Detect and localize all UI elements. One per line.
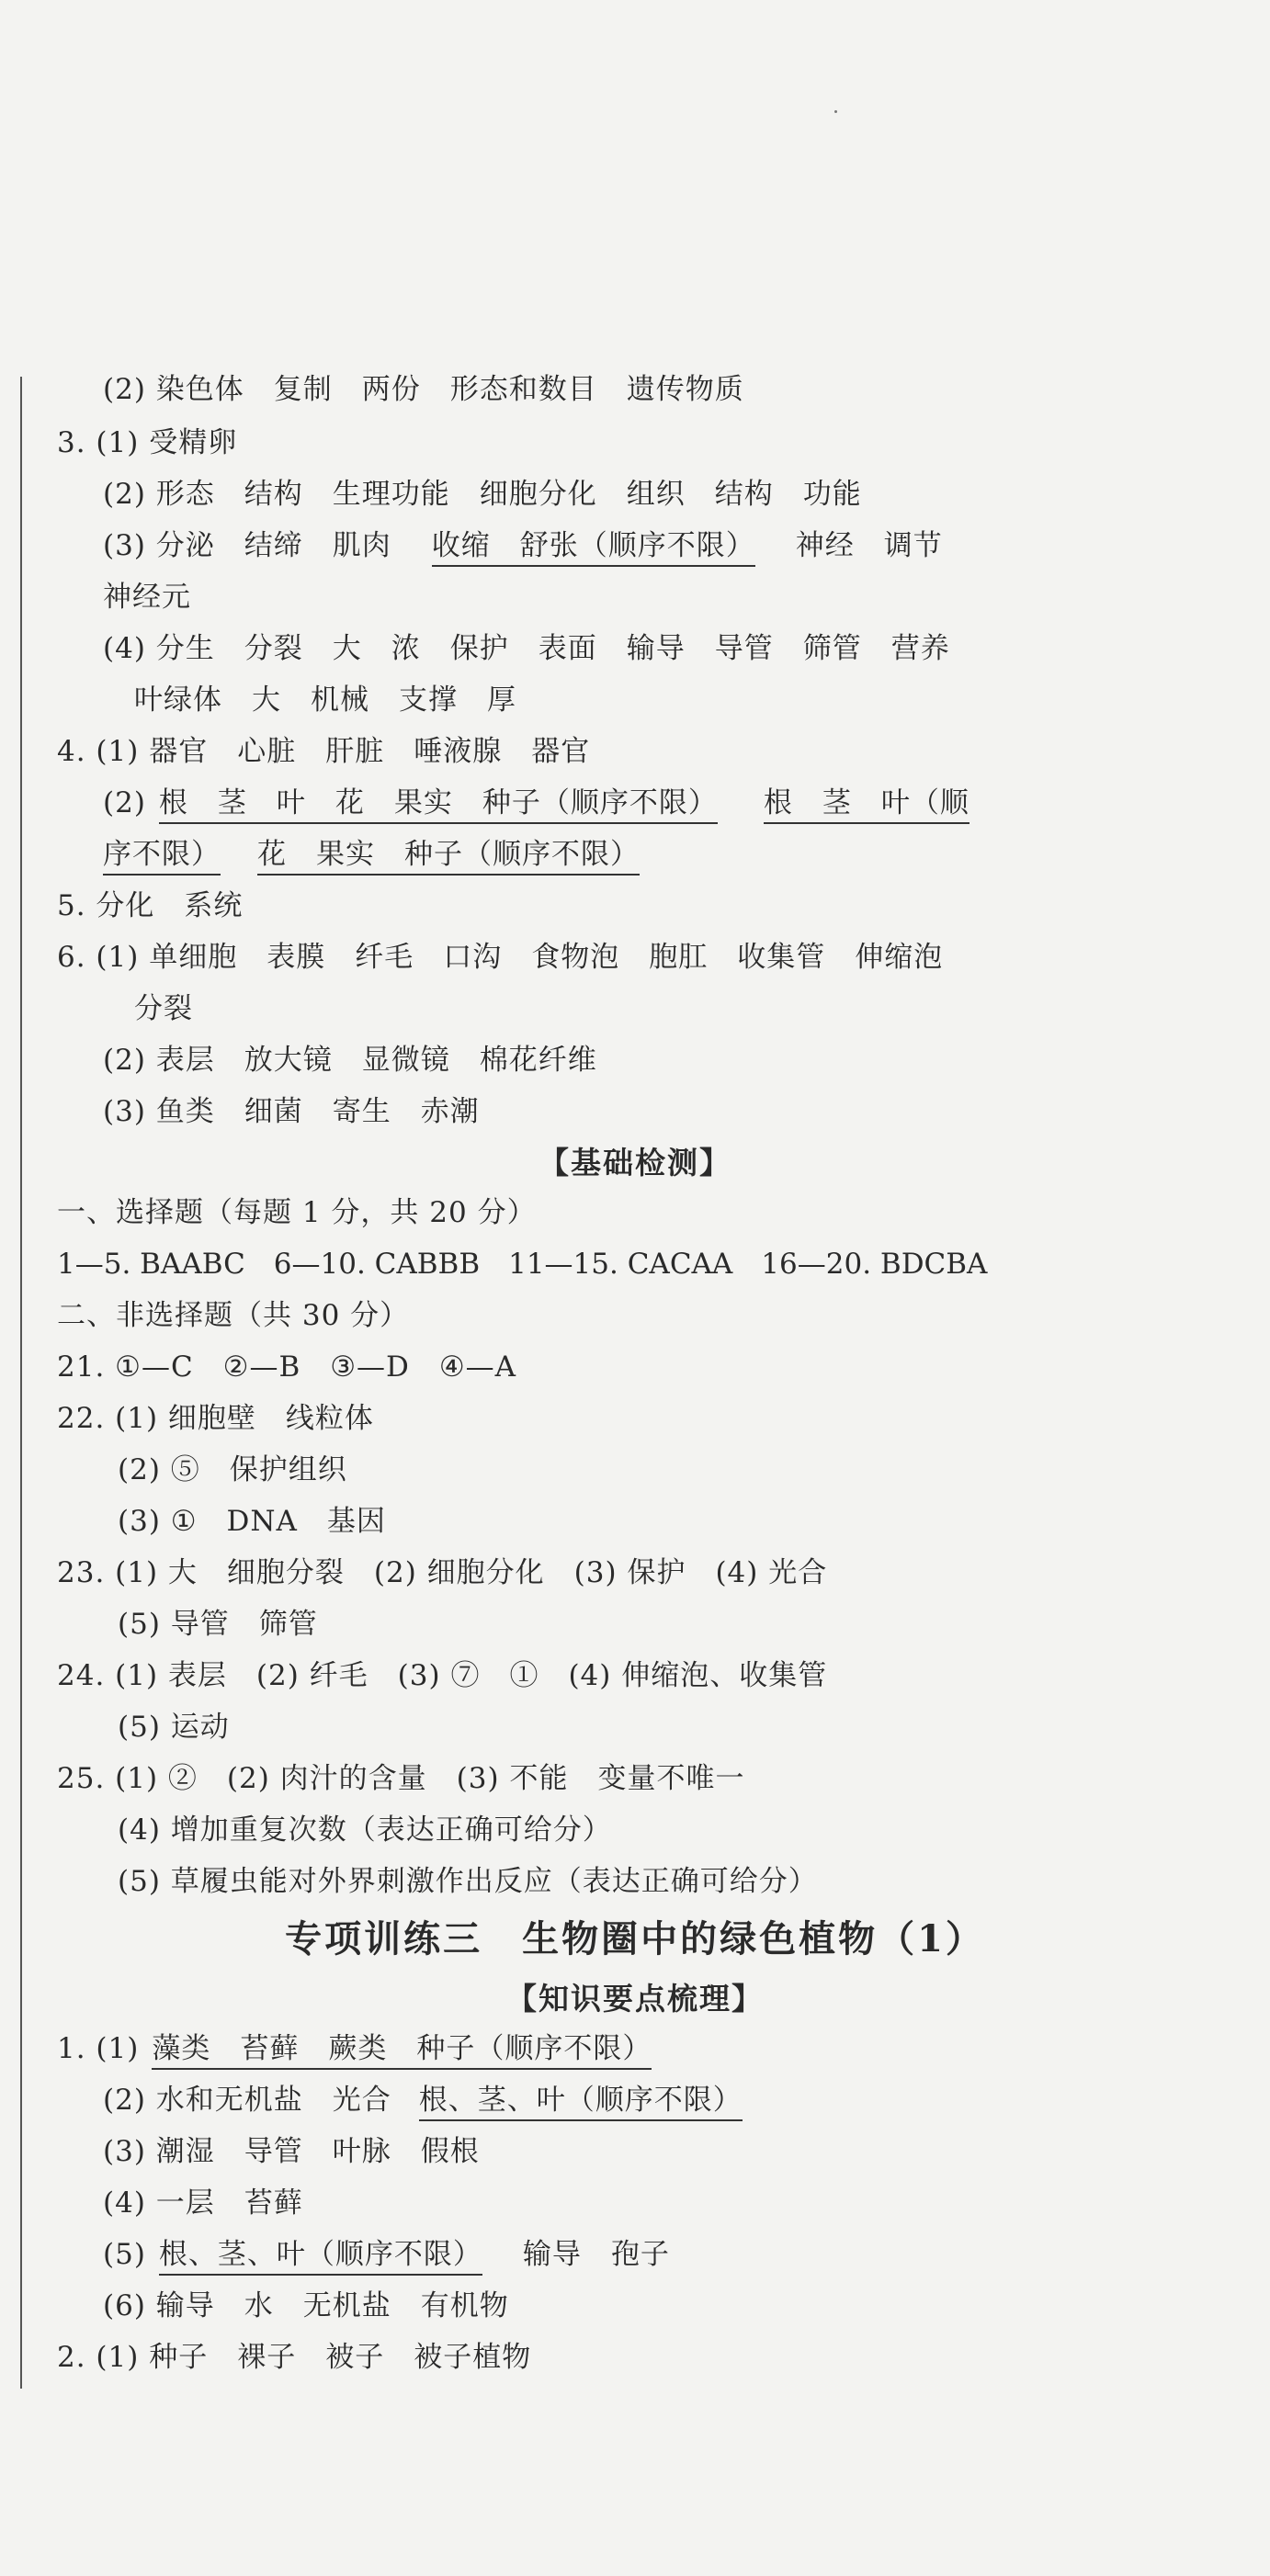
underlined-answer: 根、茎、叶（顺序不限） — [159, 2238, 482, 2276]
underlined-answer: 花 果实 种子（顺序不限） — [257, 838, 640, 876]
scan-speck — [834, 110, 837, 113]
answer-line: 5. 分化 系统 — [57, 889, 244, 922]
answer-line: (5) 导管 筛管 — [118, 1608, 318, 1641]
answer-line: (5) 运动 — [118, 1711, 230, 1744]
section-heading: 【基础检测】 — [539, 1145, 731, 1181]
answer-line: 2. (1) 种子 裸子 被子 被子植物 — [57, 2341, 532, 2374]
answer-line: (5) 草履虫能对外界刺激作出反应（表达正确可给分） — [118, 1865, 818, 1898]
answer-line: 分裂 — [134, 992, 193, 1025]
underlined-answer: 根 茎 叶 花 果实 种子（顺序不限） — [159, 786, 718, 824]
answer-line — [103, 2236, 670, 2273]
underlined-answer: 序不限） — [103, 838, 221, 876]
underlined-answer: 根 茎 叶（顺 — [764, 786, 970, 824]
answer-line: 4. (1) 器官 心脏 肝脏 唾液腺 器官 — [57, 735, 591, 768]
answer-line — [103, 785, 970, 821]
answer-line: (4) 增加重复次数（表达正确可给分） — [118, 1813, 612, 1847]
answer-line: 6. (1) 单细胞 表膜 纤毛 口沟 食物泡 胞肛 收集管 伸缩泡 — [57, 941, 944, 974]
margin-rule — [20, 377, 22, 2389]
answer-line — [57, 2030, 652, 2067]
answer-line: 25. (1) ② (2) 肉汁的含量 (3) 不能 变量不唯一 — [57, 1762, 745, 1795]
answer-line: 1—5. BAABC 6—10. CABBB 11—15. CACAA 16—20. BDCBA — [57, 1248, 988, 1281]
answer-line: (2) 表层 放大镜 显微镜 棉花纤维 — [103, 1044, 597, 1077]
answer-line: (2) 染色体 复制 两份 形态和数目 遗传物质 — [103, 373, 744, 406]
answer-line: (4) 分生 分裂 大 浓 保护 表面 输导 导管 筛管 营养 — [103, 632, 950, 665]
answer-line: 一、选择题（每题 1 分，共 20 分） — [57, 1196, 537, 1229]
answer-line — [103, 836, 640, 873]
answer-line: 23. (1) 大 细胞分裂 (2) 细胞分化 (3) 保护 (4) 光合 — [57, 1556, 828, 1589]
answer-line: (3) 鱼类 细菌 寄生 赤潮 — [103, 1095, 480, 1128]
answer-text: (2) 水和无机盐 光合 — [103, 2084, 391, 2117]
underlined-answer: 藻类 苔藓 蕨类 种子（顺序不限） — [152, 2032, 652, 2070]
answer-line: 二、非选择题（共 30 分） — [57, 1299, 410, 1332]
answer-text: (5) — [103, 2238, 146, 2271]
answer-line: (3) 潮湿 导管 叶脉 假根 — [103, 2135, 480, 2168]
answer-text: 输导 孢子 — [522, 2238, 670, 2271]
answer-line: (2) ⑤ 保护组织 — [118, 1453, 347, 1486]
answer-text: 神经 调节 — [795, 529, 943, 562]
answer-line: (4) 一层 苔藓 — [103, 2186, 303, 2220]
answer-text: (2) — [103, 786, 146, 819]
answer-text: 1. (1) — [57, 2032, 140, 2065]
answer-line: (6) 输导 水 无机盐 有机物 — [103, 2289, 509, 2322]
answer-line — [103, 2082, 743, 2118]
answer-line: 神经元 — [103, 581, 191, 614]
answer-line: (3) ① DNA 基因 — [118, 1505, 386, 1538]
answer-line: 3. (1) 受精卵 — [57, 426, 238, 459]
section-title: 专项训练三 生物圈中的绿色植物（1） — [285, 1917, 985, 1960]
answer-line: 24. (1) 表层 (2) 纤毛 (3) ⑦ ① (4) 伸缩泡、收集管 — [57, 1659, 828, 1692]
answer-line: 叶绿体 大 机械 支撑 厚 — [134, 684, 516, 717]
answer-line: 21. ①—C ②—B ③—D ④—A — [57, 1350, 517, 1384]
answer-line: 22. (1) 细胞壁 线粒体 — [57, 1402, 374, 1435]
answer-line — [103, 527, 943, 564]
underlined-answer: 根、茎、叶（顺序不限） — [419, 2084, 743, 2121]
section-heading: 【知识要点梳理】 — [506, 1981, 764, 2017]
underlined-answer: 收缩 舒张（顺序不限） — [432, 529, 755, 567]
answer-text: (3) 分泌 结缔 肌肉 — [103, 529, 391, 562]
answer-line: (2) 形态 结构 生理功能 细胞分化 组织 结构 功能 — [103, 478, 862, 511]
